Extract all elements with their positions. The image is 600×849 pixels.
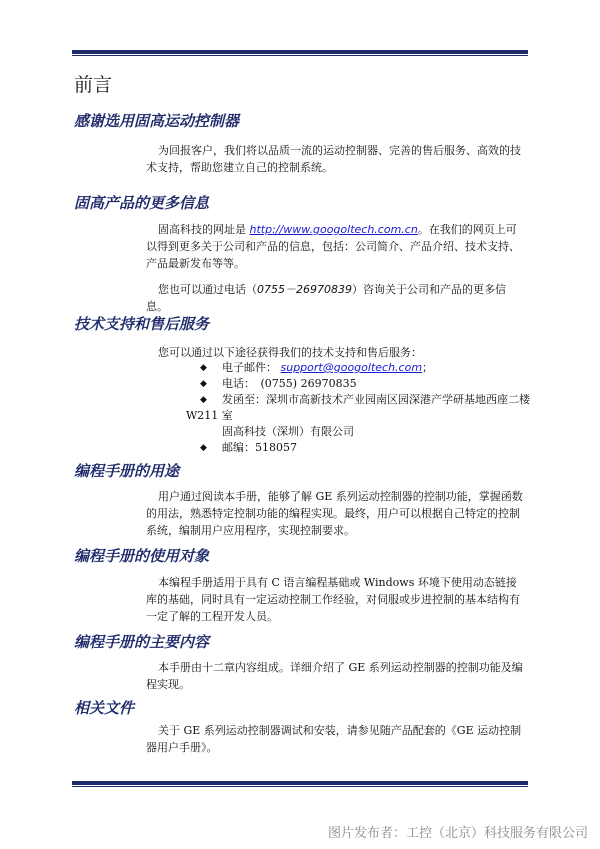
- phone-number: 0755－26970839: [257, 283, 352, 296]
- support-company: 固高科技（深圳）有限公司: [222, 425, 354, 438]
- bullet-icon: ◆: [200, 443, 207, 453]
- support-intro: 您可以通过以下途径获得我们的技术支持和售后服务：: [158, 346, 422, 359]
- section-heading-purpose: 编程手册的用途: [74, 462, 180, 480]
- section-heading-support: 技术支持和售后服务: [74, 315, 210, 333]
- website-link[interactable]: http://www.googoltech.com.cn: [249, 223, 418, 236]
- email-link[interactable]: support@googoltech.com: [280, 361, 423, 374]
- section-body-website: 固高科技的网址是 http://www.googoltech.com.cn。在我们的网页上可以得到更多关于公司和产品的信息，包括：公司简介、产品介绍、技术支持、产品最新发布等等。: [146, 223, 520, 270]
- header-rule-thin: [72, 55, 528, 56]
- page-title: 前言: [74, 74, 113, 96]
- section-heading-more-info: 固高产品的更多信息: [74, 194, 210, 212]
- section-body-purpose: 用户通过阅读本手册，能够了解 GE 系列运动控制器的控制功能，掌握函数的用法，熟悉特定控制功能的编程实现。最终，用户可以根据自己特定的控制系统，编制用户应用程序，实现控制要求。: [146, 490, 523, 537]
- section-heading-related: 相关文件: [74, 699, 135, 717]
- footer-rule: [72, 781, 528, 785]
- bullet-icon: ◆: [200, 363, 207, 373]
- section-body-contents: 本手册由十二章内容组成。详细介绍了 GE 系列运动控制器的控制功能及编程实现。: [146, 661, 523, 691]
- bullet-icon: ◆: [200, 379, 207, 389]
- section-body-related: 关于 GE 系列运动控制器调试和安装，请参见随产品配套的《GE 运动控制器用户手册》。: [146, 724, 522, 754]
- header-rule: [72, 50, 528, 54]
- support-address-room: W211 室: [186, 409, 233, 422]
- bullet-icon: ◆: [200, 395, 207, 405]
- section-heading-contents: 编程手册的主要内容: [74, 633, 210, 651]
- section-body-phone: 您也可以通过电话（0755－26970839）咨询关于公司和产品的更多信息。: [146, 283, 506, 313]
- section-heading-thanks: 感谢选用固高运动控制器: [74, 112, 240, 130]
- section-body-audience: 本编程手册适用于具有 C 语言编程基础或 Windows 环境下使用动态链接库的基础，同时具有一定运动控制工作经验，对伺服或步进控制的基本结构有一定了解的工程开发人员。: [146, 576, 520, 623]
- footer-rule-thin: [72, 786, 528, 787]
- publisher-watermark: 图片发布者：工控（北京）科技服务有限公司: [327, 826, 588, 841]
- section-heading-audience: 编程手册的使用对象: [74, 547, 210, 565]
- section-body-thanks: 为回报客户，我们将以品质一流的运动控制器、完善的售后服务、高效的技术支持，帮助您建立自己的控制系统。: [146, 144, 521, 174]
